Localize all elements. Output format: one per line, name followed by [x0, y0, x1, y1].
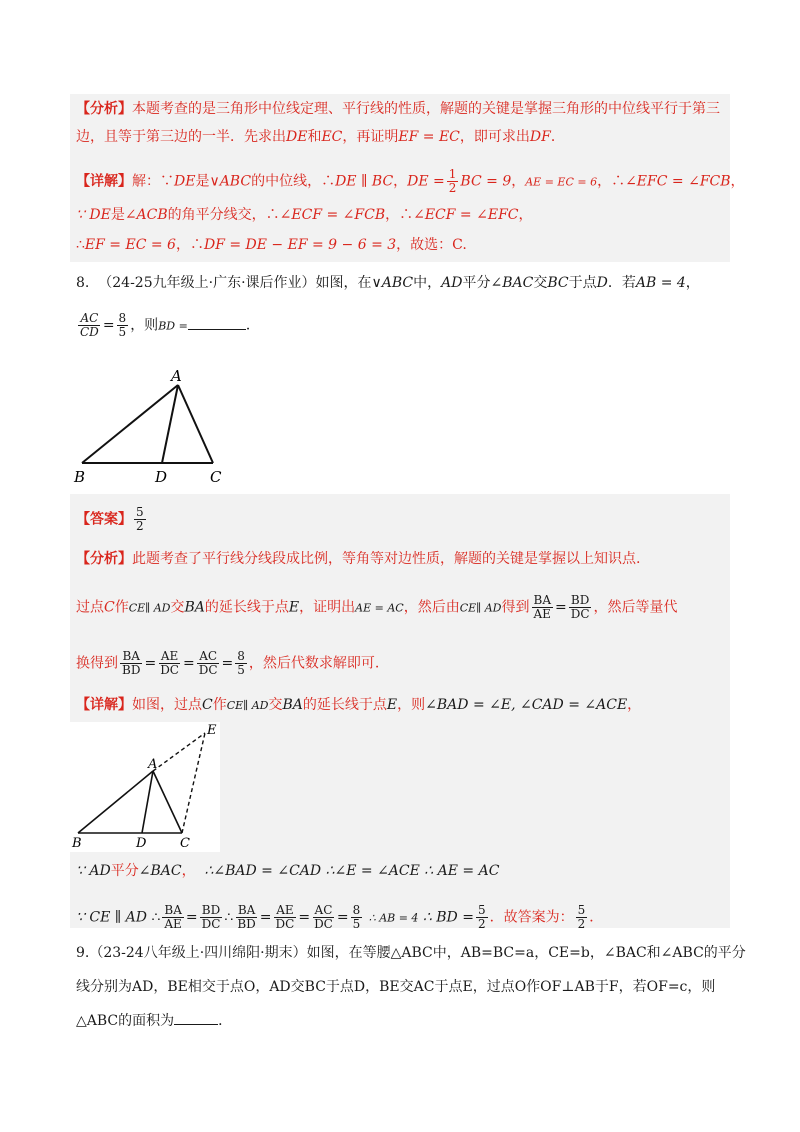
- label-C: C: [180, 836, 190, 851]
- question8-line2: $\frac{AC}{CD}$ = $\frac{8}{5}$ ，则BD = ．: [80, 311, 260, 339]
- label-B: B: [74, 468, 86, 486]
- answer8-line: 【答案】 $\frac{5}{2}$: [76, 505, 144, 533]
- label-D: D: [136, 836, 147, 851]
- label-E: E: [207, 723, 217, 738]
- section7-detail-line1: 【详解】解：∵DE是∨ABC的中位线，∴DE ∥ BC，DE = $\frac{1}{2}$ BC = 9，AE = EC = 6，∴∠EFC = ∠FCB，: [76, 167, 745, 195]
- question8-triangle-figure: [70, 364, 240, 490]
- section7-analysis-line2: 边，且等于第三边的一半．先求出DE和EC，再证明EF = EC，即可求出DF．: [76, 129, 565, 145]
- analysis8-line1: 【分析】此题考查了平行线分线段成比例，等角等对边性质，解题的关键是掌握以上知识点.: [76, 551, 641, 567]
- section7-analysis-line1: 【分析】本题考查的是三角形中位线定理、平行线的性质，解题的关键是掌握三角形的中位线平行于第三: [76, 101, 720, 117]
- detail8-line1: 【详解】如图，过点C作CE∥ AD交BA的延长线于点E，则∠BAD = ∠E, ∠CAD = ∠ACE，: [76, 697, 642, 713]
- detail8-line3: ∵ CE ∥ AD ∴ $\frac{BA}{AE}$ = $\frac{BD}{DC}$ ∴ $\frac{BA}{BD}$ = $\frac{AE}{DC}$ = $\frac{AC}{DC}$ = $\frac{8}{5}$ ∴ AB = 4 ∴ BD = $\frac{5}{2}$ ．故答案为： $\frac{5}{2}$ ．: [76, 903, 604, 931]
- section7-detail-line3: ∴EF = EC = 6，∴DF = DE − EF = 9 − 6 = 3，故选：C.: [76, 237, 467, 253]
- label-B: B: [72, 836, 82, 851]
- segment-AC: [153, 771, 182, 833]
- answer-blank[interactable]: [174, 1012, 218, 1025]
- segment-AE-dashed: [153, 733, 205, 771]
- label-C: C: [210, 468, 222, 486]
- segment-AC: [178, 385, 213, 463]
- question9-line3: △ABC的面积为 ．: [76, 1013, 233, 1029]
- analysis8-line2: 过点C作CE∥ AD交BA的延长线于点E，证明出AE = AC，然后由CE∥ AD得到 $\frac{BA}{AE}$ = $\frac{BD}{DC}$ ，然后等量代: [76, 593, 678, 621]
- detail8-figure: [70, 722, 220, 852]
- answer-blank[interactable]: [188, 317, 246, 330]
- segment-AD: [142, 771, 153, 833]
- label-A: A: [171, 367, 182, 385]
- question9-line1: 9.（23-24八年级上·四川绵阳·期末）如图，在等腰△ABC中，AB=BC=a，CE=b，∠BAC和∠ABC的平分: [76, 945, 746, 961]
- segment-BA: [78, 771, 153, 833]
- detail8-line2: ∵ AD平分∠BAC， ∴∠BAD = ∠CAD ∴∠E = ∠ACE ∴ AE = AC: [76, 863, 500, 879]
- question9-line2: 线分别为AD，BE相交于点O，AD交BC于点D，BE交AC于点E，过点O作OF⊥AB于F，若OF=c，则: [76, 979, 716, 995]
- question8-line1: 8. （24-25九年级上·广东·课后作业）如图，在∨ABC中，AD平分∠BAC交BC于点D．若AB = 4，: [76, 275, 700, 291]
- label-A: A: [148, 757, 158, 772]
- label-D: D: [155, 468, 168, 486]
- analysis8-line3: 换得到 $\frac{BA}{BD}$ = $\frac{AE}{DC}$ = $\frac{AC}{DC}$ = $\frac{8}{5}$ ，然后代数求解即可.: [76, 649, 380, 677]
- section7-detail-line2: ∵ DE是∠ACB的角平分线交，∴∠ECF = ∠FCB，∴∠ECF = ∠EFC，: [76, 207, 533, 223]
- segment-CE-dashed: [182, 733, 205, 833]
